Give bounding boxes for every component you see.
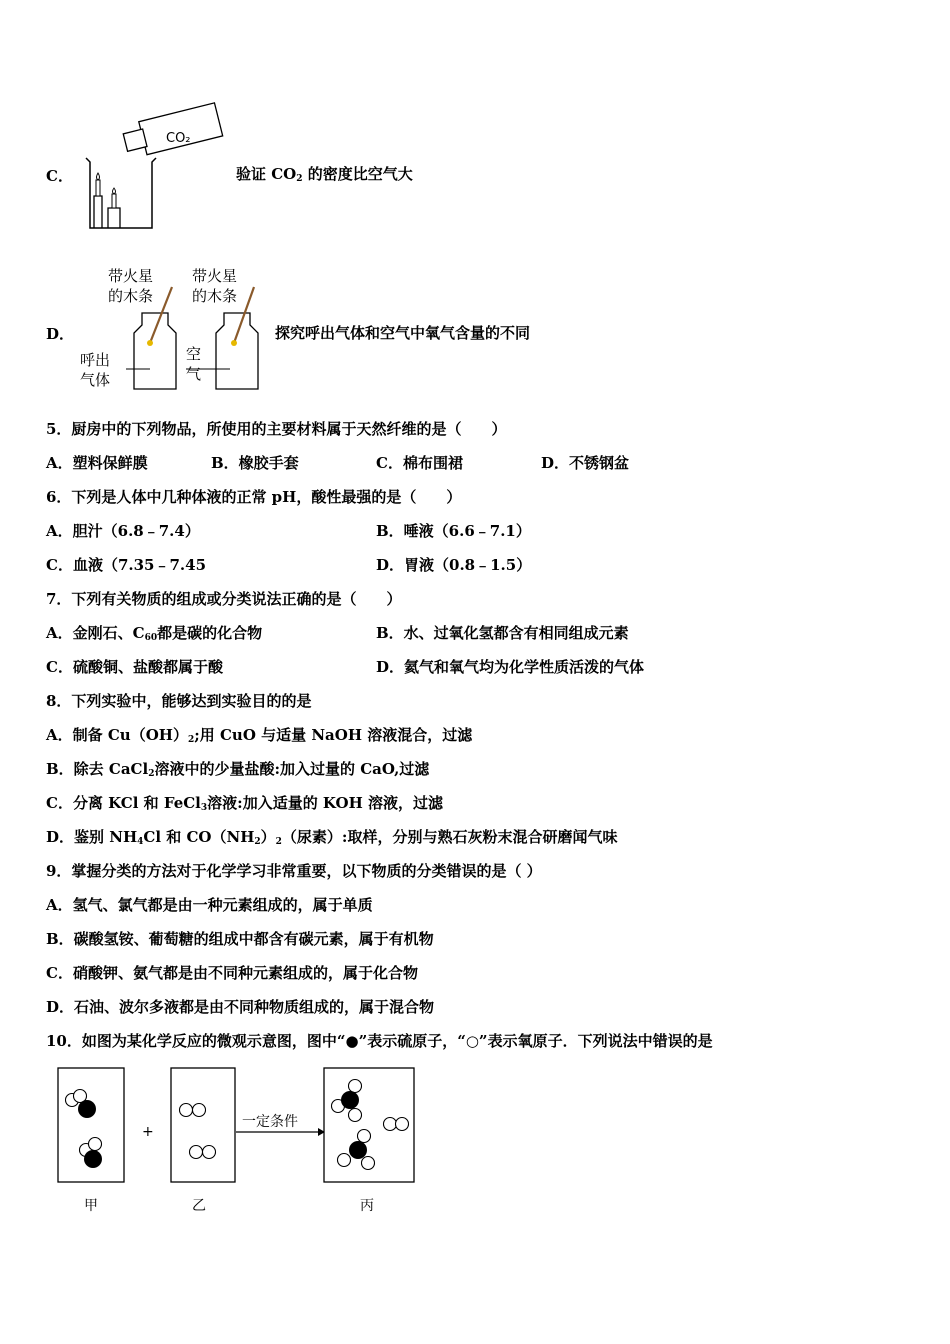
q5-stem: 5．厨房中的下列物品，所使用的主要材料属于天然纤维的是（ ） (46, 420, 507, 438)
label-jia: 甲 (84, 1198, 98, 1214)
q9-stem: 9．掌握分类的方法对于化学学习非常重要，以下物质的分类错误的是（ ） (46, 862, 542, 880)
q7-option-a[interactable]: A．金刚石、$C_{60}$都是碳的化合物 (46, 624, 263, 643)
reaction-condition: 一定条件 (242, 1114, 298, 1130)
stick-label-2: 带火星 的木条 (192, 267, 238, 305)
q5-option-c[interactable]: C．棉布围裙 (376, 454, 463, 472)
bottle-label-2: 空 气 (186, 345, 202, 383)
stick-label-1: 带火星 的木条 (108, 267, 154, 305)
co2-density-apparatus (80, 100, 230, 230)
q9-option-d[interactable]: D．石油、波尔多液都是由不同种物质组成的，属于混合物 (46, 998, 435, 1016)
q7-option-b[interactable]: B．水、过氧化氢都含有相同组成元素 (376, 624, 629, 642)
q10-stem: 10．如图为某化学反应的微观示意图，图中“●”表示硫原子，“○”表示氧原子．下列说法中错误的是 (46, 1032, 713, 1050)
q7-stem: 7．下列有关物质的组成或分类说法正确的是（ ） (46, 590, 402, 608)
option-c-label: C． (46, 167, 73, 185)
q8-option-b[interactable]: B．除去 CaCl$_2$溶液中的少量盐酸:加入过量的 CaO,过滤 (46, 760, 430, 779)
plus-sign: + (142, 1124, 154, 1140)
label-bing: 丙 (360, 1198, 374, 1214)
q9-option-a[interactable]: A．氢气、氯气都是由一种元素组成的，属于单质 (46, 896, 373, 914)
q6-option-c[interactable]: C．血液（7.35﹣7.45 (46, 556, 207, 574)
reaction-micro-diagram (50, 1062, 430, 1222)
box-yi (171, 1068, 235, 1182)
q8-option-a[interactable]: A．制备 $Cu(OH)_2$;用 CuO 与适量 NaOH 溶液混合，过滤 (46, 726, 473, 745)
q8-stem: 8．下列实验中，能够达到实验目的的是 (46, 692, 312, 710)
q9-option-b[interactable]: B．碳酸氢铵、葡萄糖的组成中都含有碳元素，属于有机物 (46, 930, 434, 948)
q6-option-a[interactable]: A．胆汁（6.8﹣7.4） (46, 522, 200, 540)
q8-option-d[interactable]: D．鉴别 $NH_4Cl$ 和 $CO(NH_2)_2$（尿素）:取样，分别与熟石灰粉末混合研磨闻气味 (46, 828, 618, 847)
label-yi: 乙 (192, 1198, 206, 1214)
q7-option-c[interactable]: C．硫酸铜、盐酸都属于酸 (46, 658, 223, 676)
q9-option-c[interactable]: C．硝酸钾、氨气都是由不同种元素组成的，属于化合物 (46, 964, 418, 982)
option-d-label: D． (46, 325, 75, 343)
q8-option-c[interactable]: C．分离 KCl 和 FeCl$_3$溶液:加入适量的 KOH 溶液，过滤 (46, 794, 444, 813)
q6-stem: 6．下列是人体中几种体液的正常 pH，酸性最强的是（ ） (46, 488, 462, 506)
q5-option-d[interactable]: D．不锈钢盆 (541, 454, 630, 472)
q5-option-a[interactable]: A．塑料保鲜膜 (46, 454, 148, 472)
q6-option-d[interactable]: D．胃液（0.8﹣1.5） (376, 556, 532, 574)
bottle-label-1: 呼出 气体 (80, 351, 111, 389)
oxygen-content-apparatus (120, 285, 270, 395)
co2-gas-label: CO₂ (166, 131, 191, 146)
q6-option-b[interactable]: B．唾液（6.6﹣7.1） (376, 522, 531, 540)
q5-option-b[interactable]: B．橡胶手套 (211, 454, 299, 472)
option-c-text: 验证 $CO_2$ 的密度比空气大 (236, 165, 413, 184)
option-d-text: 探究呼出气体和空气中氧气含量的不同 (275, 324, 531, 342)
q7-option-d[interactable]: D．氦气和氧气均为化学性质活泼的气体 (376, 658, 645, 676)
